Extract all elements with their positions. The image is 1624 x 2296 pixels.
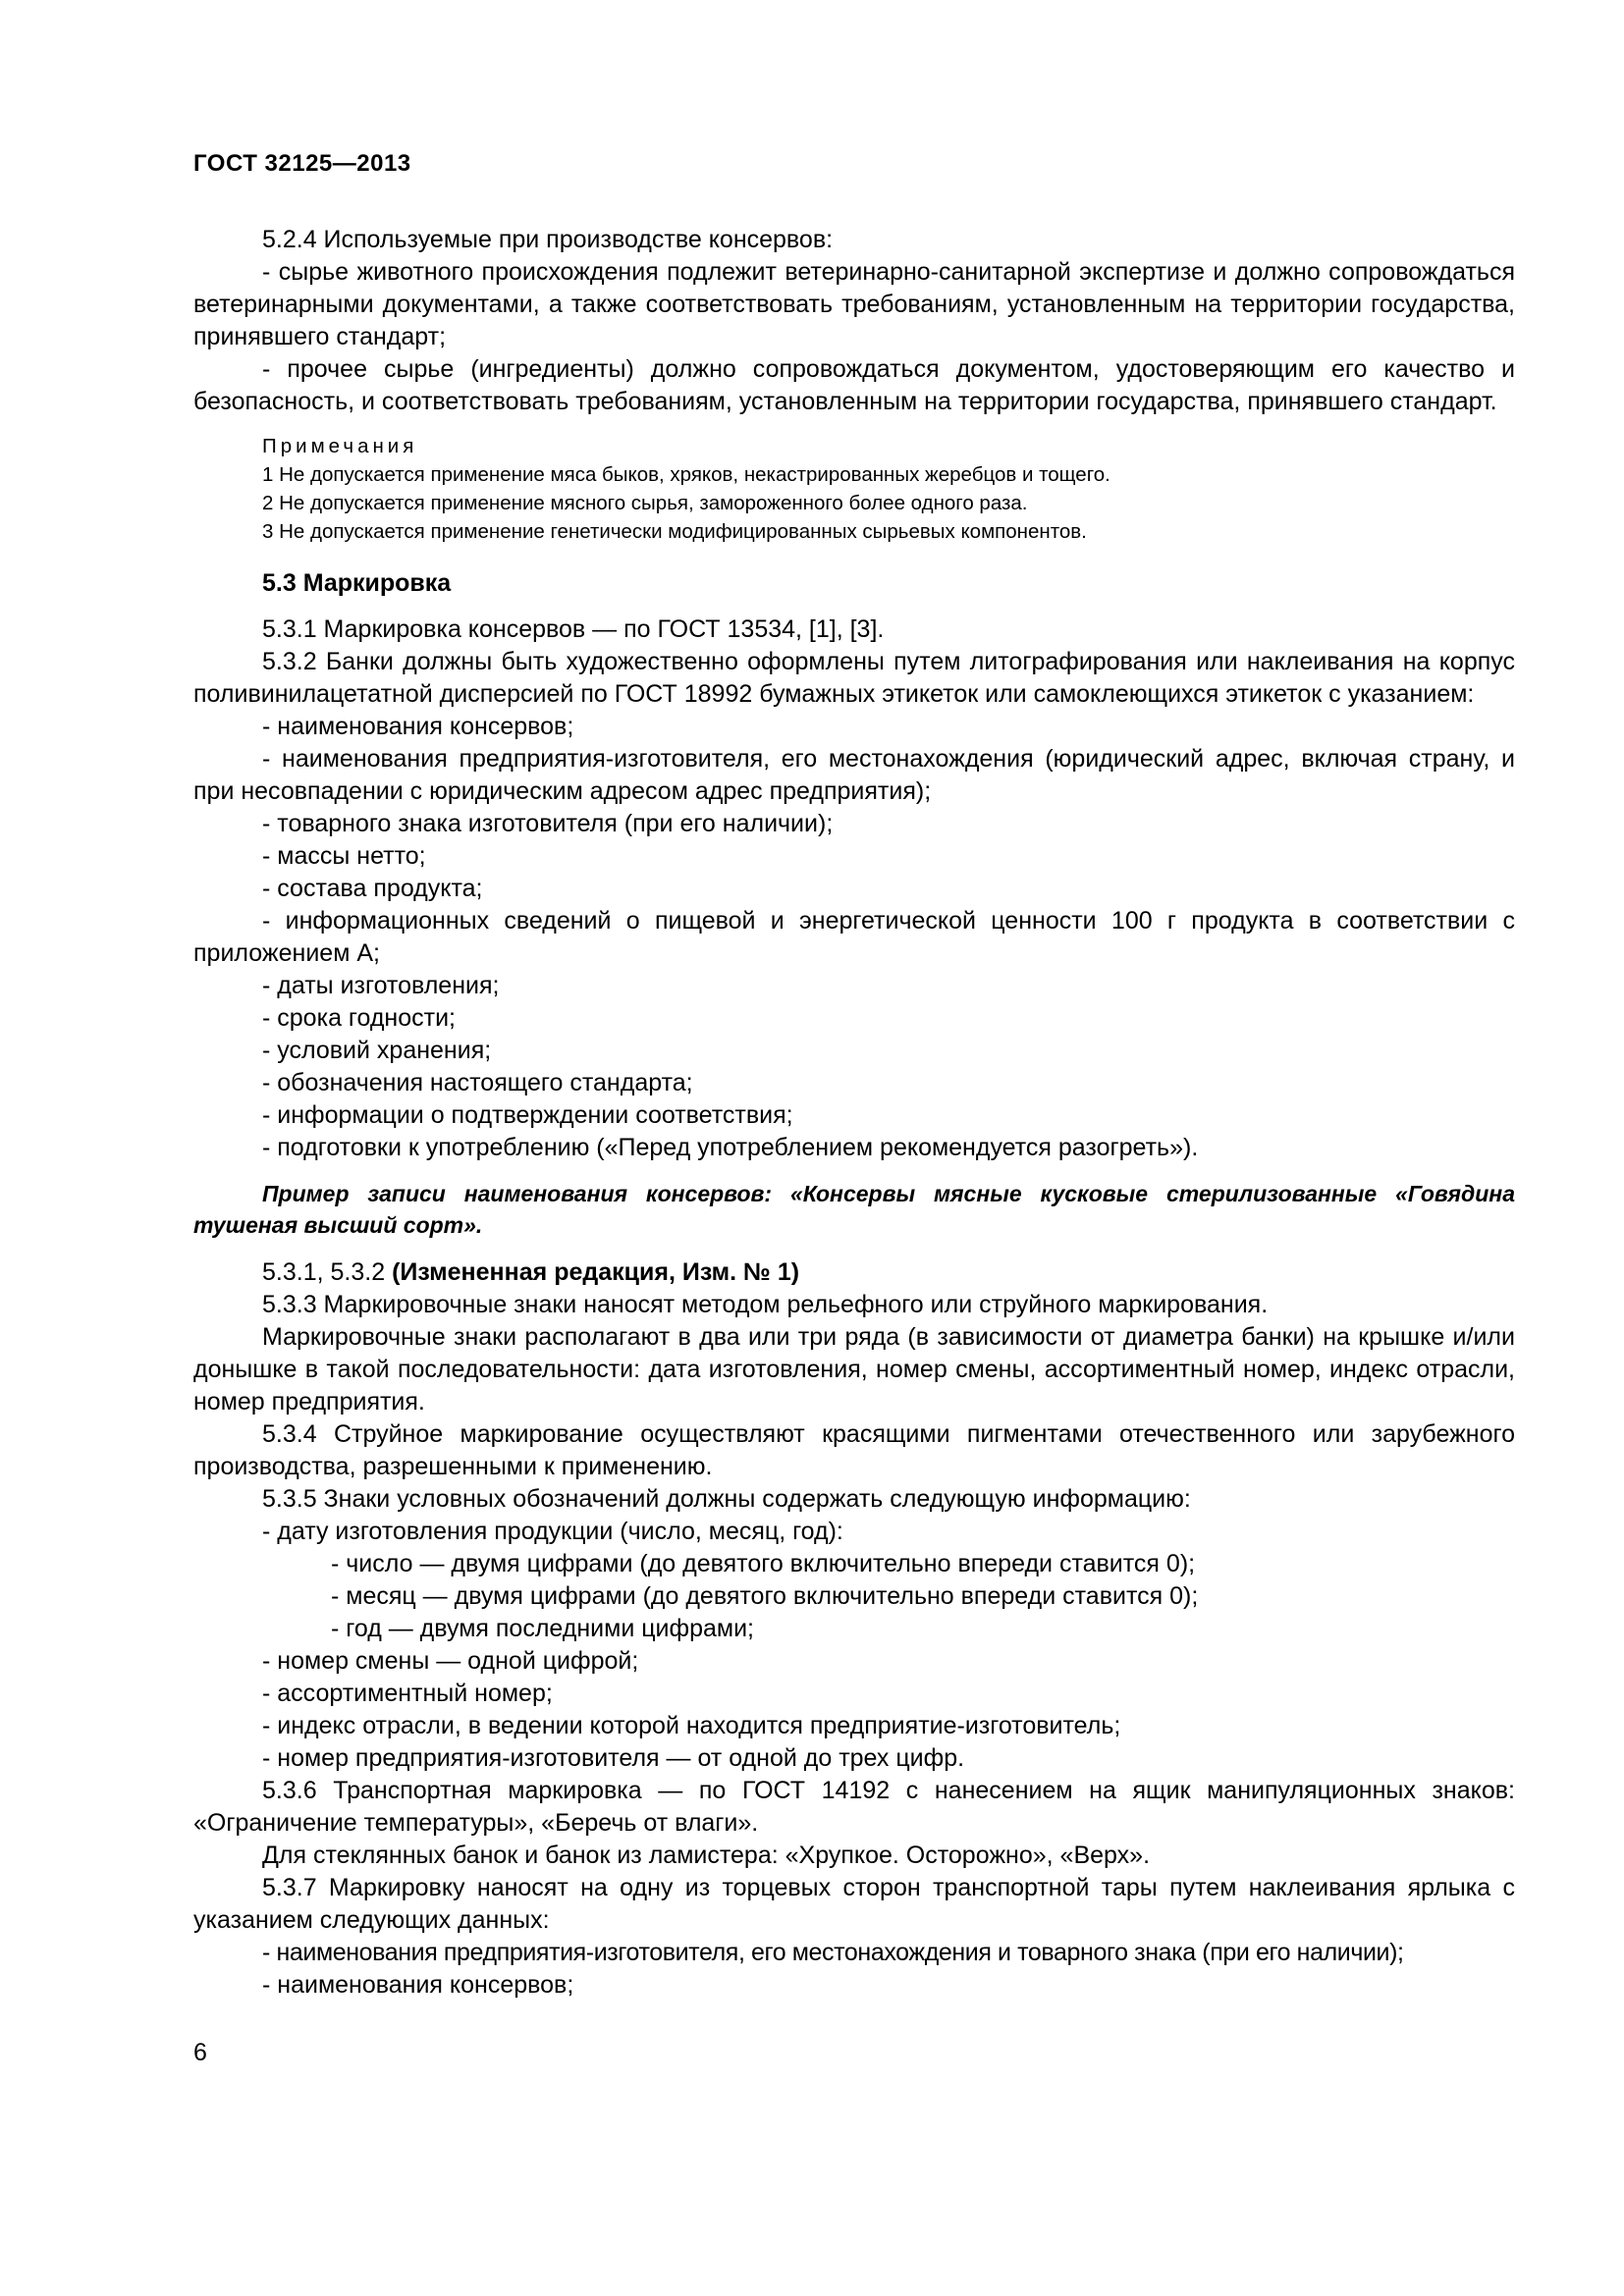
document-header: ГОСТ 32125—2013 bbox=[193, 150, 411, 177]
code-list-item: - номер смены — одной цифрой; bbox=[262, 1647, 639, 1675]
label-list-item: - наименования консервов; bbox=[262, 713, 574, 740]
date-sub-item: - месяц — двумя цифрами (до девятого включительно впереди ставится 0); bbox=[331, 1582, 1199, 1610]
amendment-ref: 5.3.1, 5.3.2 bbox=[262, 1258, 386, 1286]
label-list-item: - товарного знака изготовителя (при его наличии); bbox=[262, 810, 834, 837]
date-sub-item: - год — двумя последними цифрами; bbox=[331, 1615, 754, 1642]
note-1: 1 Не допускается применение мяса быков, хряков, некастрированных жеребцов и тощего. bbox=[262, 463, 1110, 486]
clause-5-3-2: 5.3.2 Банки должны быть художественно оформлены путем литографирования или наклеивания на корпус поливинилацетатной дисперсией по ГОСТ 18992 бумажных этикеток или самоклеющихся этикеток с указанием: bbox=[193, 648, 1515, 708]
clause-5-3-4: 5.3.4 Струйное маркирование осуществляют красящими пигментами отечественного или зарубежного производства, разрешенными к применению. bbox=[193, 1420, 1515, 1480]
note-2: 2 Не допускается применение мясного сырья, замороженного более одного раза. bbox=[262, 492, 1028, 514]
clause-5-3-6-glass: Для стеклянных банок и банок из ламистера: «Хрупкое. Осторожно», «Верх». bbox=[262, 1842, 1151, 1869]
naming-example: Пример записи наименования консервов: «Консервы мясные кусковые стерилизованные «Говядина тушеная высший сорт». bbox=[193, 1181, 1515, 1238]
clause-5-3-5: 5.3.5 Знаки условных обозначений должны содержать следующую информацию: bbox=[262, 1485, 1191, 1513]
tag-list-item: - наименования консервов; bbox=[262, 1971, 574, 1999]
label-list-item: - массы нетто; bbox=[262, 842, 426, 870]
clause-5-3-6: 5.3.6 Транспортная маркировка — по ГОСТ 14192 с нанесением на ящик манипуляционных знаков: «Ограничение температуры», «Беречь от влаги». bbox=[193, 1777, 1515, 1837]
label-list-item: - наименования предприятия-изготовителя, его местонахождения (юридический адрес, включая страну, и при несовпадении с юридическим адресом адрес предприятия); bbox=[193, 745, 1515, 805]
label-list-item: - срока годности; bbox=[262, 1004, 456, 1032]
notes-block bbox=[193, 432, 1515, 546]
page-number: 6 bbox=[193, 2039, 207, 2066]
label-list-item: - обозначения настоящего стандарта; bbox=[262, 1069, 693, 1096]
label-list-item: - информационных сведений о пищевой и энергетической ценности 100 г продукта в соответствии с приложением А; bbox=[193, 907, 1515, 967]
notes-title: Примечания bbox=[262, 435, 418, 457]
label-list-item: - даты изготовления; bbox=[262, 972, 500, 999]
document-body bbox=[193, 224, 1515, 2002]
code-list-item: - индекс отрасли, в ведении которой находится предприятие-изготовитель; bbox=[262, 1712, 1121, 1739]
section-5-3-title: 5.3 Маркировка bbox=[262, 569, 452, 597]
note-3: 3 Не допускается применение генетически модифицированных сырьевых компонентов. bbox=[262, 520, 1087, 543]
label-list-item: - условий хранения; bbox=[262, 1037, 492, 1064]
code-list-item: - номер предприятия-изготовителя — от одной до трех цифр. bbox=[262, 1744, 965, 1772]
clause-5-3-3-detail: Маркировочные знаки располагают в два или три ряда (в зависимости от диаметра банки) на крышке и/или донышке в такой последовательности: дата изготовления, номер смены, ассортиментный номер, индекс отрасли, номер предприятия. bbox=[193, 1323, 1515, 1415]
label-list-item: - состава продукта; bbox=[262, 875, 483, 902]
amendment-note bbox=[193, 1256, 1515, 1289]
clause-5-2-4-item-2: - прочее сырье (ингредиенты) должно сопровождаться документом, удостоверяющим его качество и безопасность, и соответствовать требованиям, установленным на территории государства, принявшего стандарт. bbox=[193, 355, 1515, 415]
label-list-item: - информации о подтверждении соответствия; bbox=[262, 1101, 793, 1129]
clause-5-3-3: 5.3.3 Маркировочные знаки наносят методом рельефного или струйного маркирования. bbox=[262, 1291, 1269, 1318]
label-list-item: - подготовки к употреблению («Перед употреблением рекомендуется разогреть»). bbox=[262, 1134, 1199, 1161]
clause-5-3-5-date: - дату изготовления продукции (число, месяц, год): bbox=[262, 1518, 843, 1545]
clause-5-2-4-item-1: - сырье животного происхождения подлежит ветеринарно-санитарной экспертизе и должно сопровождаться ветеринарными документами, а также соответствовать требованиям, установленным на территории государства, принявшего стандарт; bbox=[193, 258, 1515, 350]
clause-5-3-1: 5.3.1 Маркировка консервов — по ГОСТ 13534, [1], [3]. bbox=[262, 615, 885, 643]
amendment-text: (Измененная редакция, Изм. № 1) bbox=[392, 1258, 800, 1286]
tag-list-item: - наименования предприятия-изготовителя, его местонахождения и товарного знака (при его наличии); bbox=[262, 1939, 1404, 1966]
clause-5-2-4-title: 5.2.4 Используемые при производстве консервов: bbox=[262, 226, 834, 253]
date-sub-item: - число — двумя цифрами (до девятого включительно впереди ставится 0); bbox=[331, 1550, 1196, 1577]
code-list-item: - ассортиментный номер; bbox=[262, 1680, 553, 1707]
clause-5-3-7: 5.3.7 Маркировку наносят на одну из торцевых сторон транспортной тары путем наклеивания ярлыка с указанием следующих данных: bbox=[193, 1874, 1515, 1934]
